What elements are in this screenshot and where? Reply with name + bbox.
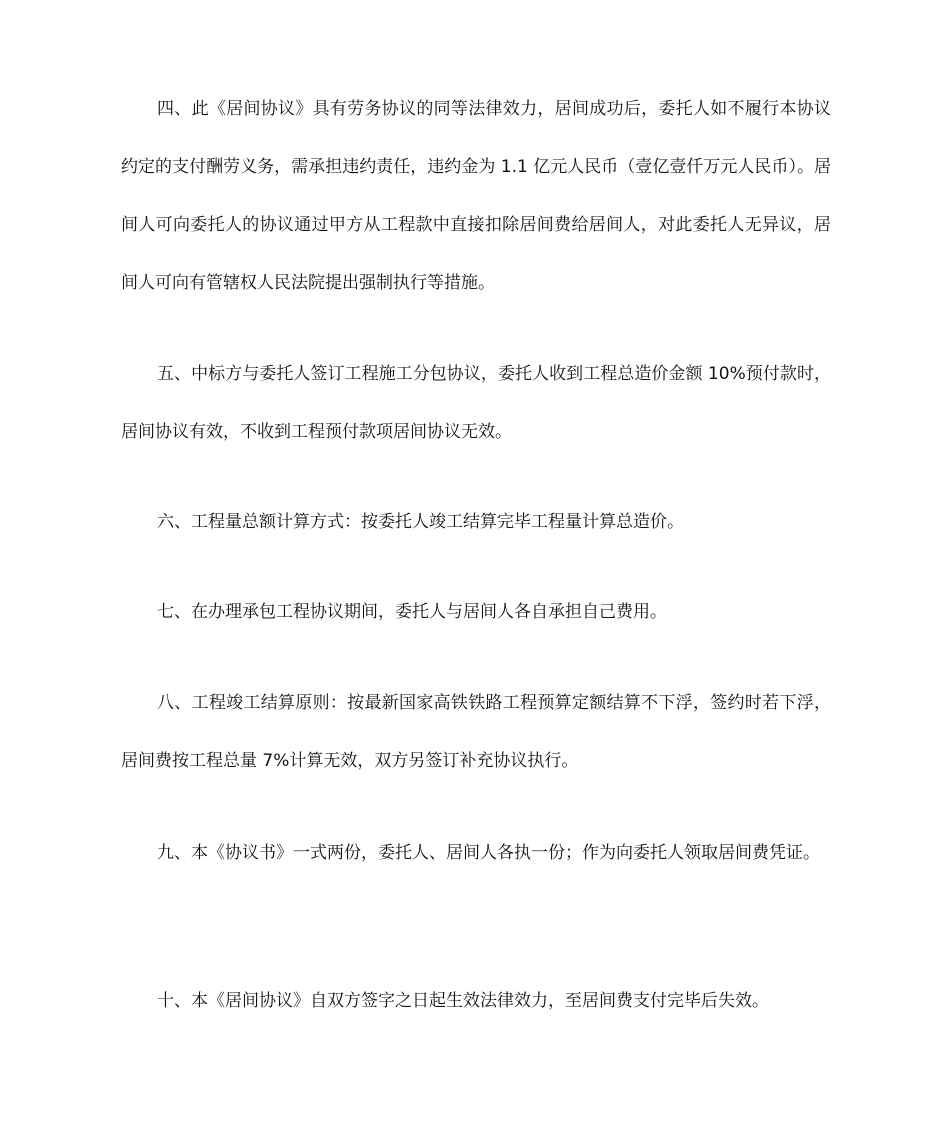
clause-five: 五、中标方与委托人签订工程施工分包协议，委托人收到工程总造价金额 10%预付款时，居间协议有效，不收到工程预付款项居间协议无效。 (121, 364, 831, 442)
clause-ten: 十、本《居间协议》自双方签字之日起生效法律效力，至居间费支付完毕后失效。 (157, 991, 769, 1011)
clause-eight: 八、工程竣工结算原则：按最新国家高铁铁路工程预算定额结算不下浮，签约时若下浮，居间费按工程总量 7%计算无效，双方另签订补充协议执行。 (121, 693, 831, 771)
clause-four: 四、此《居间协议》具有劳务协议的同等法律效力，居间成功后，委托人如不履行本协议约定的支付酬劳义务，需承担违约责任，违约金为 1.1 亿元人民币（壹亿壹仟万元人民币）。居间人可向委托人的协议通过甲方从工程款中直接扣除居间费给居间人，对此委托人无异议，居间人可向有管辖权人民法院提出强制执行等措施。 (121, 99, 831, 293)
clause-six: 六、工程量总额计算方式：按委托人竣工结算完毕工程量计算总造价。 (157, 512, 684, 532)
clause-nine: 九、本《协议书》一式两份，委托人、居间人各执一份；作为向委托人领取居间费凭证。 (157, 843, 820, 863)
clause-seven: 七、在办理承包工程协议期间，委托人与居间人各自承担自己费用。 (157, 602, 667, 622)
